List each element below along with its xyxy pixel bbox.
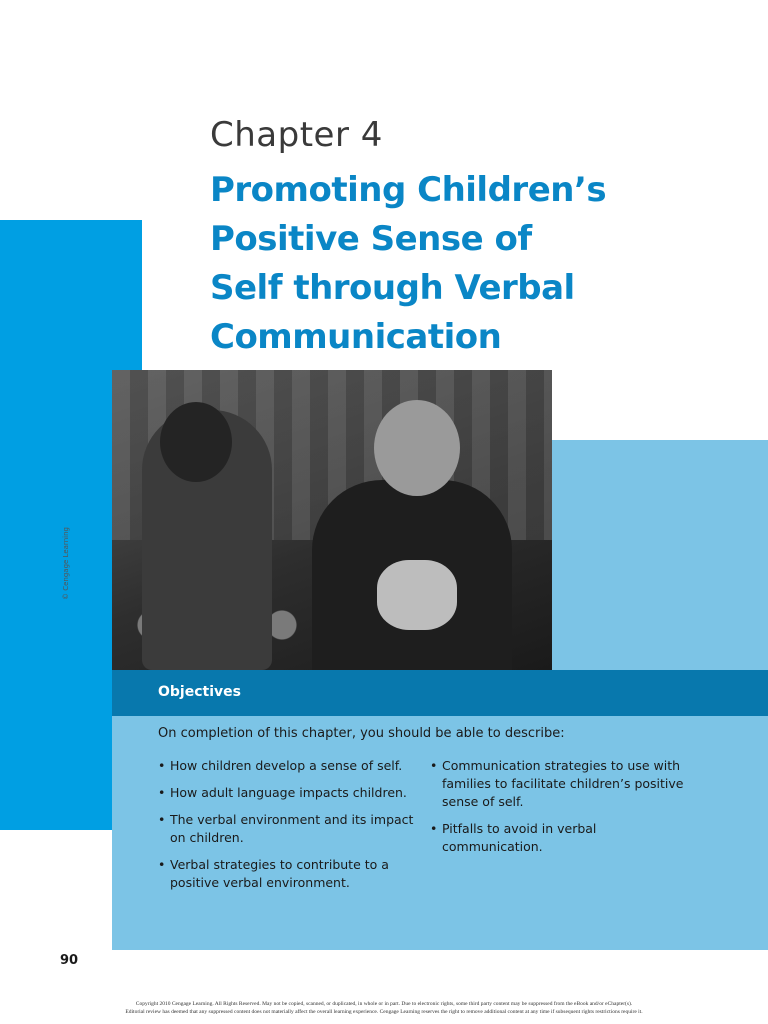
photo-credit: © Cengage Learning xyxy=(62,527,70,600)
objective-item: • Pitfalls to avoid in verbal communication. xyxy=(430,820,700,856)
objectives-list-right xyxy=(430,757,700,865)
chapter-photo xyxy=(112,370,552,670)
chapter-title xyxy=(210,166,630,362)
chapter-title-line: Communication xyxy=(210,317,502,357)
objective-item: • Verbal strategies to contribute to a positive verbal environment. xyxy=(158,856,428,892)
shirt-print xyxy=(377,560,457,630)
objectives-list-left xyxy=(158,757,428,901)
objectives-heading: Objectives xyxy=(158,684,241,700)
child-right-head xyxy=(374,400,460,496)
child-left-head xyxy=(160,402,232,482)
chapter-title-line: Positive Sense of xyxy=(210,219,532,259)
objective-item: • The verbal environment and its impact on children. xyxy=(158,811,428,847)
chapter-title-line: Promoting Children’s xyxy=(210,170,607,210)
page-number: 90 xyxy=(60,953,79,968)
objectives-header-bar xyxy=(112,670,768,716)
chapter-label: Chapter 4 xyxy=(210,115,383,155)
objective-item: • How children develop a sense of self. xyxy=(158,757,428,775)
objective-item: • Communication strategies to use with families to facilitate children’s positive sense of self. xyxy=(430,757,700,811)
copyright-line: Editorial review has deemed that any suppressed content does not materially affect the overall learning experience. Cengage Learning reserves the right to remove additional content at any time if subsequent rights restrictions require it. xyxy=(125,1009,643,1015)
objectives-intro: On completion of this chapter, you should be able to describe: xyxy=(158,726,565,741)
chapter-title-line: Self through Verbal xyxy=(210,268,575,308)
objective-item: • How adult language impacts children. xyxy=(158,784,428,802)
accent-block-right xyxy=(552,440,768,670)
copyright-notice xyxy=(0,1000,768,1016)
copyright-line: Copyright 2010 Cengage Learning. All Rights Reserved. May not be copied, scanned, or duplicated, in whole or in part. Due to electronic rights, some third party content may be suppressed from the eBook and/or eChapter(s). xyxy=(135,1001,633,1007)
